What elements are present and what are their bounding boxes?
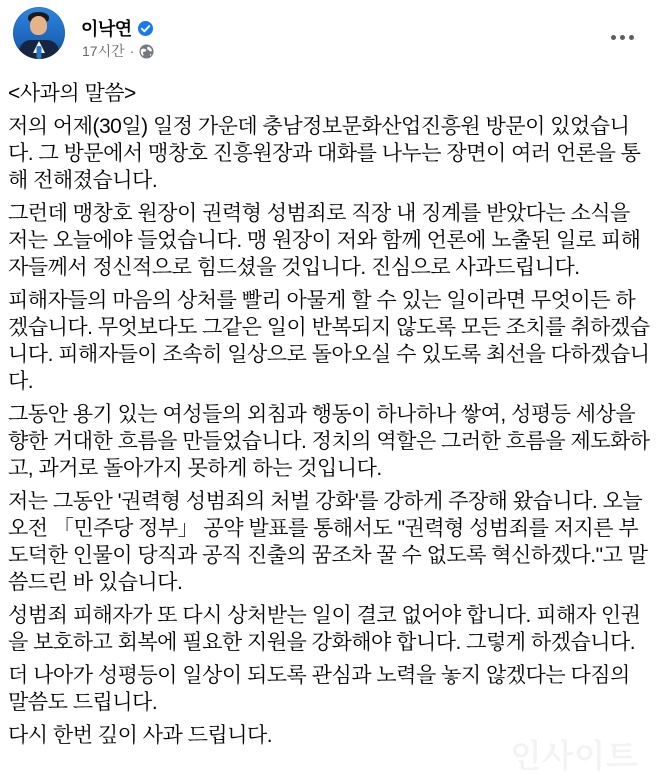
avatar-face [30, 16, 47, 35]
author-name-link[interactable]: 이낙연 [81, 19, 132, 39]
post-meta [82, 41, 154, 61]
ellipsis-dot [611, 35, 616, 40]
post-title-line: <사과의 말씀> [8, 82, 136, 105]
ellipsis-dot [629, 35, 634, 40]
post-paragraph: 그런데 맹창호 원장이 권력형 성범죄로 직장 내 징계를 받았다는 소식을 저는 오늘에야 들었습니다. 맹 원장이 저와 함께 언론에 노출된 일로 피해자들께서 정신적으로 힘드셨을 것입니다. 진심으로 사과드립니다. [8, 202, 641, 279]
post-paragraph: 성범죄 피해자가 또 다시 상처받는 일이 결코 없어야 합니다. 피해자 인권을 보호하고 회복에 필요한 지원을 강화해야 합니다. 그렇게 하겠습니다. [8, 604, 641, 654]
avatar-tie [37, 46, 42, 59]
profile-avatar[interactable] [13, 7, 65, 59]
ellipsis-dot [620, 35, 625, 40]
source-watermark: 인사이트 [510, 738, 638, 774]
post-paragraph: 다시 한번 깊이 사과 드립니다. [8, 724, 273, 747]
more-options-button[interactable] [605, 27, 639, 47]
post-text [0, 80, 660, 755]
post-paragraph: 저의 어제(30일) 일정 가운데 충남정보문화산업진흥원 방문이 있었습니다. 그 방문에서 맹창호 진흥원장과 대화를 나누는 장면이 여러 언론을 통해 전해졌습니다. [8, 115, 641, 192]
verified-badge-icon [138, 21, 153, 36]
post-header [0, 0, 660, 74]
post-paragraph: 저는 그동안 '권력형 성범죄의 처벌 강화'를 강하게 주장해 왔습니다. 오늘 오전 「민주당 정부」 공약 발표를 통해서도 "권력형 성범죄를 저지른 부도덕한 인물이 당직과 공직 진출의 꿈조차 꿀 수 없도록 혁신하겠다."고 말씀드린 바 있습니다. [8, 490, 648, 594]
post-paragraph: 피해자들의 마음의 상처를 빨리 아물게 할 수 있는 일이라면 무엇이든 하겠습니다. 무엇보다도 그같은 일이 반복되지 않도록 모든 조치를 취하겠습니다. 피해자들이 조속히 일상으로 돌아오실 수 있도록 최선을 다하겠습니다. [8, 289, 650, 393]
public-globe-icon [139, 44, 154, 59]
post-paragraph: 그동안 용기 있는 여성들의 외침과 행동이 하나하나 쌓여, 성평등 세상을 향한 거대한 흐름을 만들었습니다. 정치의 역할은 그러한 흐름을 제도화하고, 과거로 돌아가지 못하게 하는 것입니다. [8, 403, 650, 480]
timestamp[interactable]: 17시간 [82, 43, 125, 59]
author-row [81, 15, 153, 41]
meta-separator: · [129, 43, 135, 59]
post-paragraph: 더 나아가 성평등이 일상이 되도록 관심과 노력을 놓지 않겠다는 다짐의 말씀도 드립니다. [8, 664, 630, 714]
